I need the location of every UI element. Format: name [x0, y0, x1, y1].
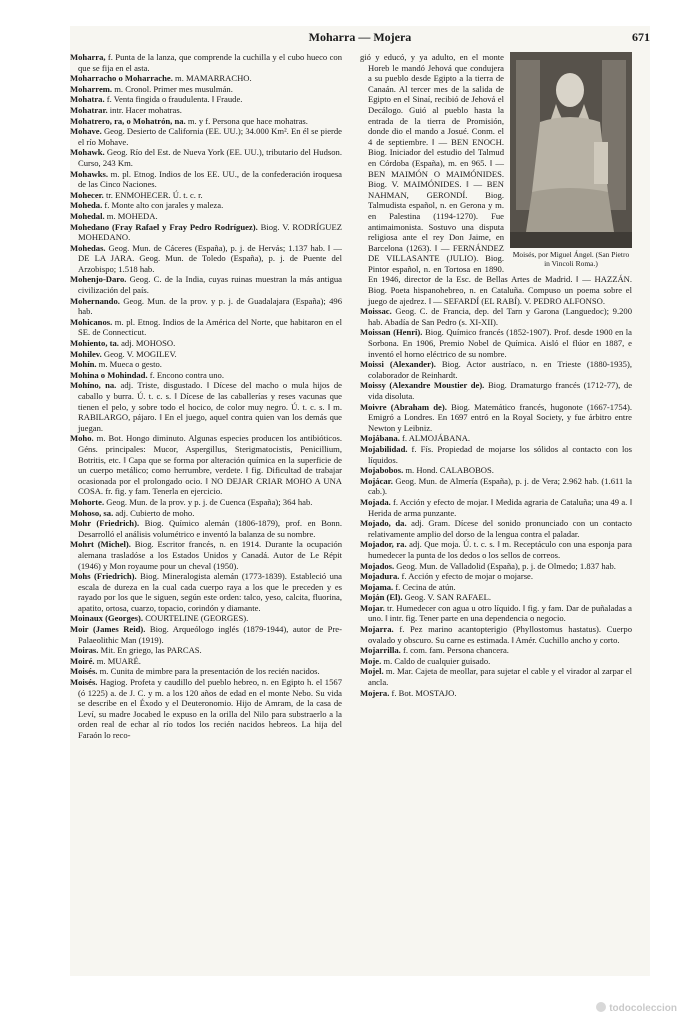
entry-definition: Biog. Matemático francés, hugonote (1667-1754). Emigró a Londres. En 1697 entró en la Royal Society, y fue árbitro entre Newton y Leibniz. [368, 401, 632, 433]
dictionary-entry [360, 561, 632, 572]
dictionary-entry [70, 169, 342, 190]
dictionary-entry [360, 402, 632, 434]
entry-headword: Moharracho o Moharrache. [70, 73, 173, 84]
entry-definition: adj. Cubierto de moho. [113, 507, 195, 518]
entry-definition: f. Pez marino acantopterigio (Phyllostomus hastatus). Cuerpo ovalado y obscuro. Su carne es estimada. ‖ Amér. Cuchillo ancho y corto. [368, 624, 632, 645]
entry-headword: Mohina o Mohindad. [70, 369, 148, 380]
dictionary-entry [360, 645, 632, 656]
entry-headword: Mojarrilla. [360, 645, 401, 656]
entry-headword: Mojácar. [360, 475, 393, 486]
entry-headword: Mohs (Friedrich). [70, 571, 137, 582]
entry-definition: Biog. Dramaturgo francés (1712-77), de vida disoluta. [368, 380, 632, 401]
entry-headword: Mojama. [360, 581, 394, 592]
entry-headword: Moisés. [70, 666, 98, 677]
entry-headword: Moje. [360, 655, 382, 666]
entry-headword: Mojera. [360, 687, 390, 698]
dictionary-entry [70, 518, 342, 539]
dictionary-entry [360, 539, 632, 560]
dictionary-entry [360, 582, 632, 593]
dictionary-entry [70, 349, 342, 360]
dictionary-entry [360, 433, 632, 444]
dictionary-entry [70, 274, 342, 295]
dictionary-entry [70, 370, 342, 381]
dictionary-entry [70, 666, 342, 677]
dictionary-entry [70, 338, 342, 349]
entry-definition: Hagiog. Profeta y caudillo del pueblo hebreo, n. en Egipto h. el 1567 (ó 1225) a. de J. C. y m. a los 120 años de edad en el monte Nebo. Su vida se describe en el Éxodo y el Deuteronomio. Hijo de Amram, de la casa de Leví, su madre Jocabed le expuso en la orilla del Nilo para substraerlo a la orden real de echar al río todos los recién nacidos hebreos. La hija del Faraón lo reco- [78, 677, 342, 740]
entry-definition: adj. Triste, disgustado. ‖ Dícese del macho o mula hijos de caballo y burra. Ú. t. c. s. ‖ Dícese de las caballerías y reses vacunas que tienen el pelo, y sobre todo el hocico, de color muy negro. Ú. t. c. s. ‖ m. RABILARGO, pájaro. ‖ En el juego, aquel contra quien van los demás que juegan. [78, 380, 342, 433]
entry-headword: Moján (El). [360, 592, 403, 603]
entry-definition: m. MAMARRACHO. [172, 73, 252, 84]
entry-headword: Moivre (Abraham de). [360, 401, 447, 412]
dictionary-entry [70, 222, 342, 243]
entry-headword: Mohatrero, ra, o Mohatrón, na. [70, 115, 186, 126]
dictionary-entry [360, 571, 632, 582]
entry-definition: Geog. Mun. de la prov. y p. j. de Guadalajara (España); 496 hab. [78, 295, 342, 317]
entry-headword: Mojador, ra. [360, 539, 407, 550]
dictionary-entry [360, 497, 632, 518]
entry-definition: intr. Hacer mohatras. [107, 104, 182, 115]
dictionary-entry [70, 190, 342, 201]
entry-definition: f. Venta fingida o fraudulenta. ‖ Fraude. [104, 94, 243, 105]
dictionary-entry [360, 465, 632, 476]
dictionary-entry [360, 603, 632, 624]
entry-headword: Mojabilidad. [360, 443, 408, 454]
dictionary-entry [70, 571, 342, 613]
entry-definition: m. Bot. Hongo diminuto. Algunas especies producen los antibióticos. Géns. principales: Mucor, Aspergillus, Sterigmatocistis, Penicillium, Botritis, etc. ‖ Capa que se forma por alteración química en la superficie de un cuerpo metálico; como herrumbre, verdete. ‖ fig. Dificultad de trabajar ocasionada por el prolongado ocio. ‖ NO DEJAR CRIAR MOHO A UNA COSA. fr. fig. y fam. Tenerla en ejercicio. [78, 433, 342, 497]
entry-definition: f. Bot. MOSTAJO. [389, 687, 457, 698]
left-column [70, 52, 342, 957]
entry-headword: Moir (James Reid). [70, 624, 146, 635]
dictionary-entry [360, 327, 632, 359]
dictionary-entry [70, 200, 342, 211]
dictionary-entry [70, 497, 342, 508]
entry-definition: Geog. Río del Est. de Nueva York (EE. UU.), tributario del Hudson. Curso, 243 Km. [78, 147, 342, 168]
entry-definition: f. Punta de la lanza, que comprende la cuchilla y el cubo hueco con que se fija en el asta. [78, 52, 342, 73]
dictionary-entry [70, 147, 342, 168]
entry-definition: Biog. Escritor francés, n. en 1914. Durante la ocupación alemana trasladóse a los Estados Unidos y Canadá. Autor de Le Répit (1946) y Mon royaume pour un cheval (1950). [78, 539, 342, 571]
dictionary-entry [70, 94, 342, 105]
dictionary-entry [70, 359, 342, 370]
entry-definition: m. MUARÉ. [94, 655, 141, 666]
entry-definition: m. y f. Persona que hace mohatras. [185, 115, 308, 126]
entry-headword: Mohecer. [70, 189, 104, 200]
dictionary-entry [360, 666, 632, 687]
entry-definition: f. Cecina de atún. [393, 581, 456, 592]
entry-headword: Mohiento, ta. [70, 338, 119, 349]
entry-definition: Geog. Mun. de Valladolid (España), p. j. de Olmedo; 1.837 hab. [394, 560, 616, 571]
dictionary-entry [70, 84, 342, 95]
entry-headword: Mohawk. [70, 147, 105, 158]
entry-definition: f. Encono contra uno. [147, 369, 224, 380]
entry-definition: Geog. Mun. de Cáceres (España), p. j. de Hervás; 1.137 hab. ‖ — DE LA JARA. Geog. Mun. de Toledo (España), p. j. de Puente del Arzobispo; 1.518 hab. [78, 242, 342, 274]
dictionary-entry [360, 518, 632, 539]
entry-headword: Moisés. [70, 677, 98, 688]
entry-headword: Mojabobos. [360, 465, 404, 476]
entry-definition: Geog. C. de Francia, dep. del Tarn y Garona (Languedoc); 9.200 hab. Abadía de San Pedro (s. XI-XII). [368, 306, 632, 327]
dictionary-entry [70, 317, 342, 338]
dictionary-entry [70, 116, 342, 127]
entry-headword: Mohedas. [70, 242, 106, 253]
entry-definition: m. Caldo de cualquier guisado. [381, 655, 491, 666]
entry-headword: Moiras. [70, 645, 99, 656]
dictionary-entry [70, 126, 342, 147]
watermark-logo-icon [596, 1002, 606, 1012]
entry-definition: m. Mar. Cajeta de meollar, para sujetar el cable y el virador al zarpar el ancla. [368, 666, 632, 688]
entry-headword: Mohawks. [70, 168, 108, 179]
entry-headword: Mohicanos. [70, 316, 113, 327]
entry-definition: adj. Gram. Dícese del sonido pronunciado con un contacto relativamente amplio del dorso de la lengua contra el paladar. [368, 518, 632, 539]
entry-headword: Mohíno, na. [70, 380, 117, 391]
dictionary-entry [360, 656, 632, 667]
entry-definition: Geog. Desierto de California (EE. UU.); 34.000 Km². En él se pierde el río Mohave. [78, 126, 342, 147]
right-column-bottom [360, 327, 632, 698]
entry-definition: f. Acción y efecto de mojar. ‖ Medida agraria de Cataluña; una 49 a. ‖ Herida de arma punzante. [368, 496, 632, 518]
entry-definition: m. Mueca o gesto. [96, 359, 162, 370]
watermark: todocoleccion [596, 1002, 677, 1014]
entry-headword: Moiré. [70, 655, 95, 666]
entry-definition: Biog. Actor austríaco, n. en Trieste (1880-1935), colaborador de Reinhardt. [368, 359, 632, 380]
entry-definition: Geog. C. de la India, cuyas ruinas muestran la más antigua civilización del país. [78, 274, 342, 296]
entry-definition: tr. ENMOHECER. Ú. t. c. r. [103, 189, 203, 200]
entry-headword: Moissac. [360, 306, 392, 317]
dictionary-entry [360, 476, 632, 497]
entry-headword: Mojada. [360, 496, 391, 507]
entry-headword: Moho. [70, 433, 94, 444]
dictionary-entry [360, 444, 632, 465]
entry-definition: tr. Humedecer con agua u otro líquido. ‖ fig. y fam. Dar de puñaladas a uno. ‖ intr. fig. Tener parte en una dependencia o negocio. [368, 602, 632, 624]
entry-headword: Moissy (Alexandre Moustier de). [360, 380, 485, 391]
entry-headword: Mojadura. [360, 571, 400, 582]
figure-caption: Moisés, por Miguel Ángel. (San Pietro in Vincoli Roma.) [512, 250, 630, 268]
entry-headword: Mohedano (Fray Rafael y Fray Pedro Rodríguez). [70, 221, 258, 232]
dictionary-entry [70, 52, 342, 73]
entry-definition: Biog. Químico alemán (1806-1879), prof. en Bonn. Desarrolló el análisis volumétrico e inventó la balanza de su nombre. [78, 518, 342, 539]
entry-definition: f. ALMOJÁBANA. [399, 433, 471, 444]
entry-definition: Geog. Mun. de la prov. y p. j. de Cuenca (España); 364 hab. [104, 496, 313, 507]
entry-definition: f. Monte alto con jarales y maleza. [102, 200, 224, 211]
dictionary-entry [70, 243, 342, 275]
entry-headword: Mojarra. [360, 624, 394, 635]
moses-statue-image [510, 52, 632, 248]
entry-definition: f. com. fam. Persona chancera. [400, 645, 509, 656]
entry-headword: Mohenjo-Daro. [70, 274, 127, 285]
entry-definition: adj. Que moja. Ú. t. c. s. ‖ m. Receptáculo con una esponja para humedecer la punta de los dedos o los sellos de correos. [368, 539, 632, 560]
entry-definition: Biog. Mineralogista alemán (1773-1839). Estableció una escala de dureza en la cual cada cuerpo raya a los que le preceden y es rayado por los que le siguen, según este orden: talco, yeso, calcita, fluorina, apatito, ortosa, cuarzo, topacio, corindón y diamante. [78, 571, 342, 613]
entry-definition: m. MOHEDA. [104, 210, 158, 221]
dictionary-entry [360, 624, 632, 645]
entry-headword: Moinaux (Georges). [70, 613, 144, 624]
dictionary-page [70, 26, 650, 976]
entry-definition: m. Cronol. Primer mes musulmán. [112, 83, 233, 94]
page-title: Moharra — Mojera [308, 30, 412, 44]
entry-headword: Mohorte. [70, 496, 105, 507]
dictionary-entry [70, 677, 342, 741]
entry-headword: Moharrem. [70, 83, 113, 94]
entry-headword: Mojado, da. [360, 518, 407, 529]
dictionary-entry [360, 688, 632, 699]
entry-headword: Mohatra. [70, 94, 105, 105]
entry-definition: Geog. V. MOGILEV. [101, 348, 177, 359]
dictionary-entry [70, 105, 342, 116]
dictionary-entry [70, 211, 342, 222]
dictionary-entry [70, 508, 342, 519]
moses-figure [510, 52, 632, 268]
entry-headword: Mohave. [70, 126, 102, 137]
dictionary-entry [70, 613, 342, 624]
entry-headword: Mohoso, sa. [70, 507, 114, 518]
entry-definition: m. pl. Etnog. Indios de los EE. UU., de la confederación iroquesa de las Cinco Naciones. [78, 168, 342, 190]
dictionary-entry [70, 645, 342, 656]
entry-definition: Biog. Arqueólogo inglés (1879-1944), autor de Pre-Palaeolithic Man (1919). [78, 624, 342, 645]
entry-definition: m. Hond. CALABOBOS. [403, 465, 494, 476]
dictionary-entry [360, 359, 632, 380]
entry-definition: gió y educó, y ya adulto, en el monte Horeb le mandó Jehová que condujera a su pueblo desde Egipto a la tierra de Canaán. Al tercer mes de la salida de Egipto en el Sinaí, recibió de Jehová el Decálogo. Guió al pueblo hasta la entrada de la tierra de Promisión, donde dio el mando a Josué. Conm. el 4 de septiembre. ‖ — BEN ENOCH. Biog. Iniciador del estudio del Talmud en Córdoba (España), m. en 965. ‖ — BEN MAIMÓN O MAIMÓNIDES. Biog. V. MAIMÓNIDES. ‖ — BEN NAHMAN, GERONDÍ. Biog. Talmudista español, n. en Gerona y m. en Palestina (1194-1270). Fue antimaimonista. Sostuvo una disputa religiosa ante el rey Don Jaime, en Barcelona (1263). ‖ — FERNÁNDEZ DE VILLASANTE (JULIO). Biog. Pintor español, n. en Tortosa en 1890. En 1946, director de la Esc. de Bellas Artes de Madrid. ‖ — HAZZÁN. Biog. Poeta hispanohebreo, n. en Cataluña. Compuso un poema sobre el juego de ajedrez. ‖ — SEFARDÍ (EL RABÍ). V. PEDRO ALFONSO. [360, 52, 632, 306]
dictionary-entry [70, 433, 342, 497]
entry-headword: Mohrt (Michel). [70, 539, 131, 550]
entry-definition: f. Acción y efecto de mojar o mojarse. [399, 571, 534, 582]
entry-headword: Mojábana. [360, 433, 400, 444]
entry-headword: Mohr (Friedrich). [70, 518, 140, 529]
dictionary-entry [360, 592, 632, 603]
entry-headword: Moissan (Henri). [360, 327, 423, 338]
entry-headword: Mohín. [70, 359, 97, 370]
entry-definition: f. Fís. Propiedad de mojarse los sólidos al contacto con los líquidos. [368, 443, 632, 465]
dictionary-entry [70, 624, 342, 645]
entry-headword: Mohernando. [70, 295, 120, 306]
entry-definition: Geog. Mun. de Almería (España), p. j. de Vera; 2.962 hab. (1.611 la cab.). [368, 475, 632, 497]
entry-headword: Mohedal. [70, 210, 105, 221]
dictionary-entry [70, 539, 342, 571]
entry-definition: m. pl. Etnog. Indios de la América del Norte, que habitaron en el SE. de Connecticut. [78, 316, 342, 338]
entry-headword: Mohatrar. [70, 104, 108, 115]
entry-definition: Biog. V. RODRÍGUEZ MOHEDANO. [78, 221, 342, 243]
dictionary-entry [360, 306, 632, 327]
entry-definition: m. Cunita de mimbre para la presentación de los recién nacidos. [97, 666, 320, 677]
entry-headword: Moissi (Alexander). [360, 359, 436, 370]
entry-definition: Mit. En griego, las PARCAS. [98, 645, 202, 656]
page-header [70, 30, 650, 48]
entry-headword: Mohilev. [70, 348, 102, 359]
entry-definition: adj. MOHOSO. [118, 338, 176, 349]
entry-headword: Mojar. [360, 602, 385, 613]
entry-headword: Mojel. [360, 666, 384, 677]
entry-definition: Geog. V. SAN RAFAEL. [402, 592, 492, 603]
entry-headword: Moheda. [70, 200, 103, 211]
entry-headword: Moharra, [70, 52, 106, 62]
dictionary-entry [70, 73, 342, 84]
dictionary-entry [70, 380, 342, 433]
entry-definition: Biog. Químico francés (1852-1907). Prof. desde 1900 en la Sorbona. En 1906, Premio Nobel de Química. Aisló el flúor en 1887, e inventó el horno eléctrico de su nombre. [368, 327, 632, 359]
page-number: 671 [632, 30, 650, 44]
entry-headword: Mojados. [360, 560, 395, 571]
dictionary-entry [70, 296, 342, 317]
right-column [360, 52, 632, 957]
dictionary-entry [360, 380, 632, 401]
entry-definition: COURTELINE (GEORGES). [143, 613, 249, 624]
dictionary-entry [70, 656, 342, 667]
